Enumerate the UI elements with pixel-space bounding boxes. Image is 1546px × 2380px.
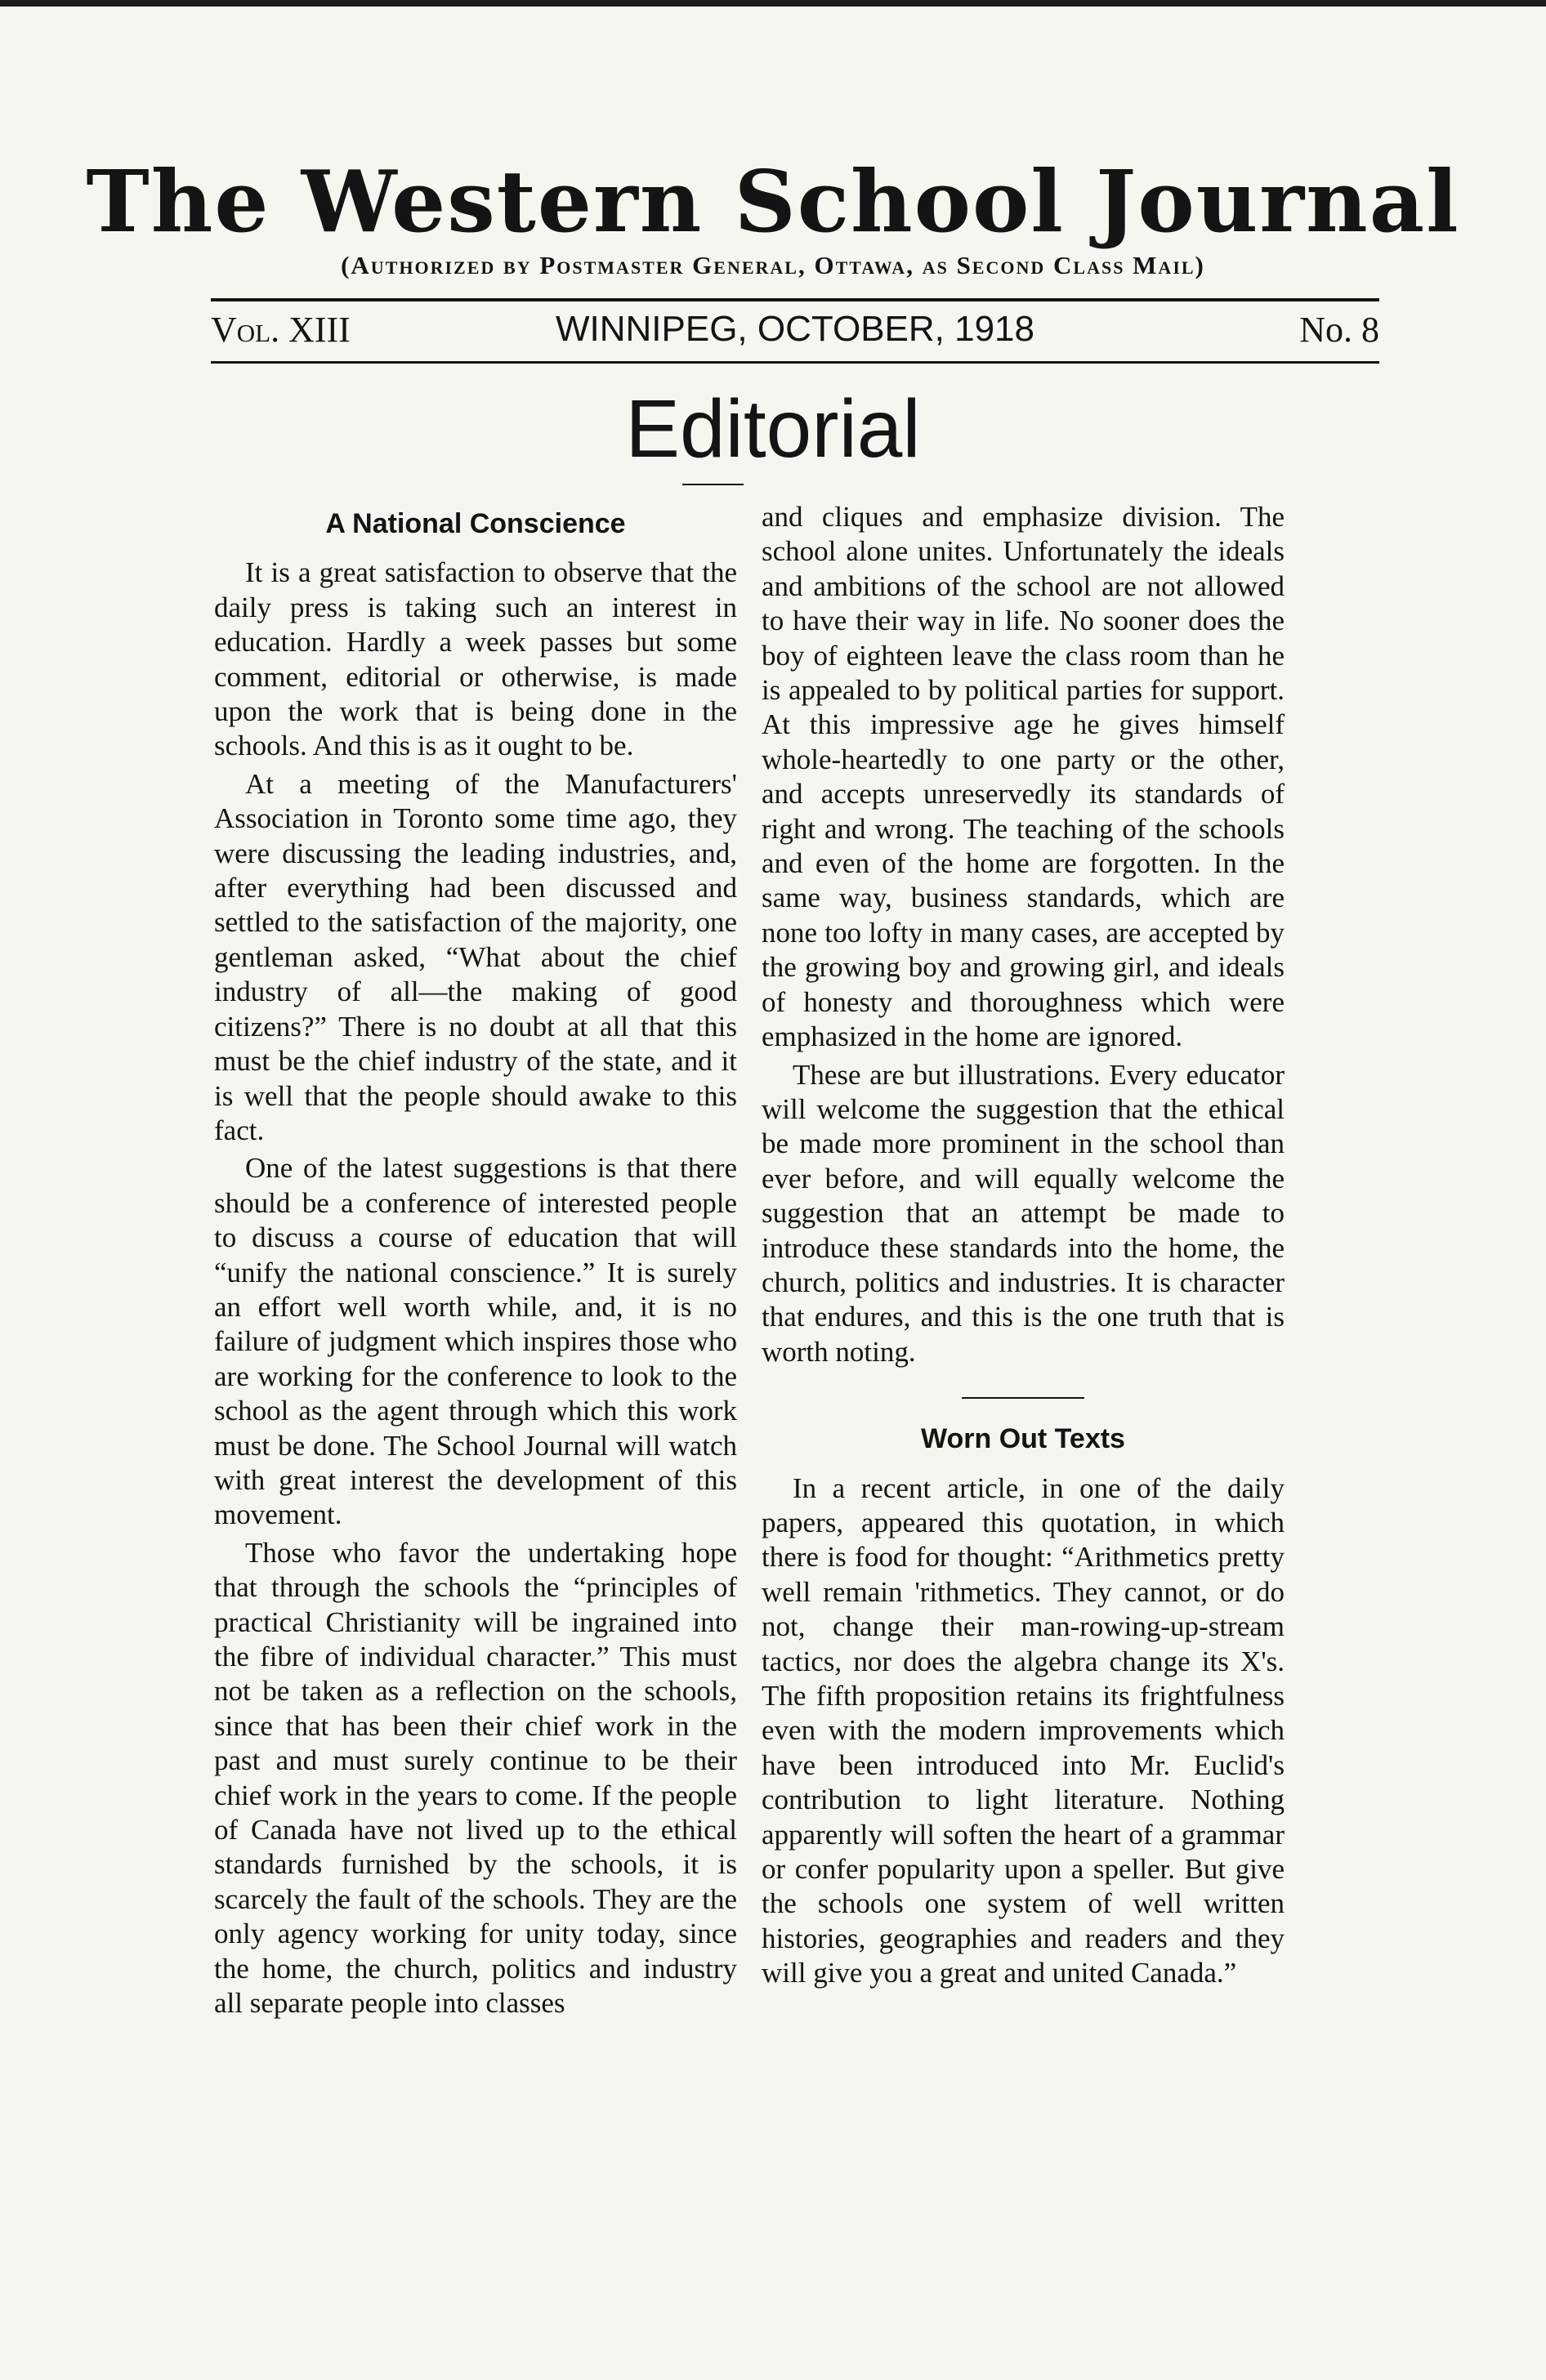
dateline: WINNIPEG, OCTOBER, 1918 bbox=[555, 309, 1034, 349]
masthead-rule-top bbox=[211, 298, 1379, 301]
volume-label: Vol. XIII bbox=[211, 310, 351, 350]
issue-number: No. 8 bbox=[1299, 310, 1379, 350]
article-paragraph: In a recent article, in one of the daily papers, appeared this quotation, in which there is food for thought: “Arithmetics pretty well remain 'rithmetics. They cannot, or do not, change their man-rowing-up-stream tactics, nor does the algebra change its X's. The fifth proposition retains its frightfulness even with the modern improvements which have been introduced into Mr. Euclid's contribution to light literature. Nothing apparently will soften the heart of a grammar or confer popularity upon a speller. But give the schools one system of well written histories, geographies and readers and they will give you a great and united Canada.” bbox=[762, 1471, 1285, 1989]
article-paragraph: At a meeting of the Manufacturers' Association in Toronto some time ago, they were discussing the leading industries, and, after everything had been discussed and settled to the satisfaction of the majority, one gentleman asked, “What about the chief industry of all—the making of good citizens?” There is no doubt at all that this must be the chief industry of the state, and it is well that the people should awake to this fact. bbox=[214, 767, 737, 1146]
masthead-rule-bottom bbox=[211, 361, 1379, 364]
page-top-edge bbox=[0, 0, 1546, 7]
left-column bbox=[214, 500, 737, 2024]
journal-title: The Western School Journal bbox=[86, 151, 1460, 252]
mailing-authorization: (Authorized by Postmaster General, Ottawa, as Second Class Mail) bbox=[341, 251, 1205, 279]
section-title-rule bbox=[682, 484, 744, 485]
article-paragraph: One of the latest suggestions is that there should be a conference of interested people to discuss a course of education that will “unify the national conscience.” It is surely an effort well worth while, and, it is no failure of judgment which inspires those who are working for the conference to look to the school as the agent through which this work must be done. The School Journal will watch with great interest the development of this movement. bbox=[214, 1152, 737, 1531]
article-paragraph-continued: and cliques and emphasize division. The school alone unites. Unfortunately the ideals and ambitions of the school are not allowed to have their way in life. No sooner does the boy of eighteen leave the class room than he is appealed to by political parties for support. At this impressive age he gives himself whole-heartedly to one party or the other, and accepts unreservedly its standards of right and wrong. The teaching of the schools and even of the home are forgotten. In the same way, business standards, which are none too lofty in many cases, are accepted by the growing boy and growing girl, and ideals of honesty and thoroughness which were emphasized in the home are ignored. bbox=[762, 501, 1285, 1053]
article-title: Worn Out Texts bbox=[921, 1423, 1125, 1455]
article-paragraph: It is a great satisfaction to observe that the daily press is taking such an interest in education. Hardly a week passes but some comment, editorial or otherwise, is made upon the work that is being done in the schools. And this is as it ought to be. bbox=[214, 556, 737, 762]
article-paragraph: These are but illustrations. Every educator will welcome the suggestion that the ethical be made more prominent in the school than ever before, and will equally welcome the suggestion that an attempt be made to introduce these standards into the home, the church, politics and industries. It is character that endures, and this is the one truth that is worth noting. bbox=[762, 1058, 1285, 1368]
issue-line bbox=[211, 309, 1379, 355]
article-title: A National Conscience bbox=[325, 508, 626, 539]
section-title: Editorial bbox=[625, 383, 921, 475]
article-paragraph: Those who favor the undertaking hope that through the schools the “principles of practical Christianity will be ingrained into the fibre of individual character.” This must not be taken as a reflection on the schools, since that has been their chief work in the past and must surely continue to be their chief work in the years to come. If the people of Canada have not lived up to the ethical standards furnished by the schools, it is scarcely the fault of the schools. They are the only agency working for unity today, since the home, the church, politics and industry all separate people into classes bbox=[214, 1536, 737, 2020]
right-column bbox=[762, 500, 1285, 1994]
masthead bbox=[0, 151, 1546, 280]
article-divider bbox=[962, 1397, 1084, 1399]
